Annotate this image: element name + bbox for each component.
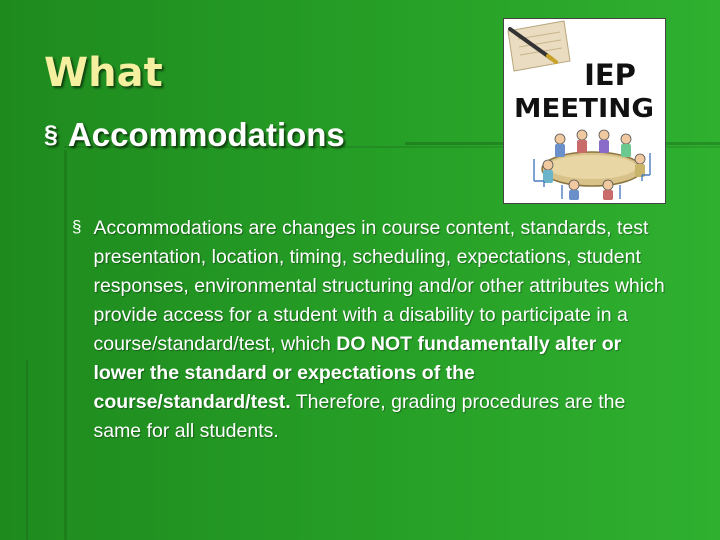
defined-term: Accommodations — [93, 217, 244, 239]
iep-label: IEP — [584, 58, 636, 92]
iep-meeting-clipart — [503, 18, 666, 204]
conclusion-text: Therefore, grading procedures are the same for all students. — [93, 391, 626, 442]
slide-title: What — [44, 50, 163, 96]
paper-pen-icon — [508, 21, 570, 71]
subheading-bullet — [44, 116, 345, 154]
definition-text: are changes in course content, standards, test presentation, location, timing, scheduling, expectations, student responses, environmental structuring and/or other attributes which provide access for a student with a disability to participate in a course/standard/test, which — [93, 217, 665, 355]
emphasis-text: DO NOT fundamentally alter or lower the standard or expectations of the course/standard/test. — [93, 333, 622, 413]
decorative-stripe — [26, 360, 28, 540]
section-bullet-icon: § — [44, 120, 58, 149]
iep-meeting-illustration — [504, 19, 665, 203]
body-bullet — [72, 214, 672, 446]
decorative-stripe — [64, 150, 67, 540]
section-bullet-icon: § — [72, 217, 82, 236]
subheading-text: Accommodations — [67, 116, 345, 153]
meeting-label: MEETING — [514, 94, 654, 124]
body-paragraph — [93, 214, 672, 446]
meeting-table-icon — [542, 152, 642, 186]
